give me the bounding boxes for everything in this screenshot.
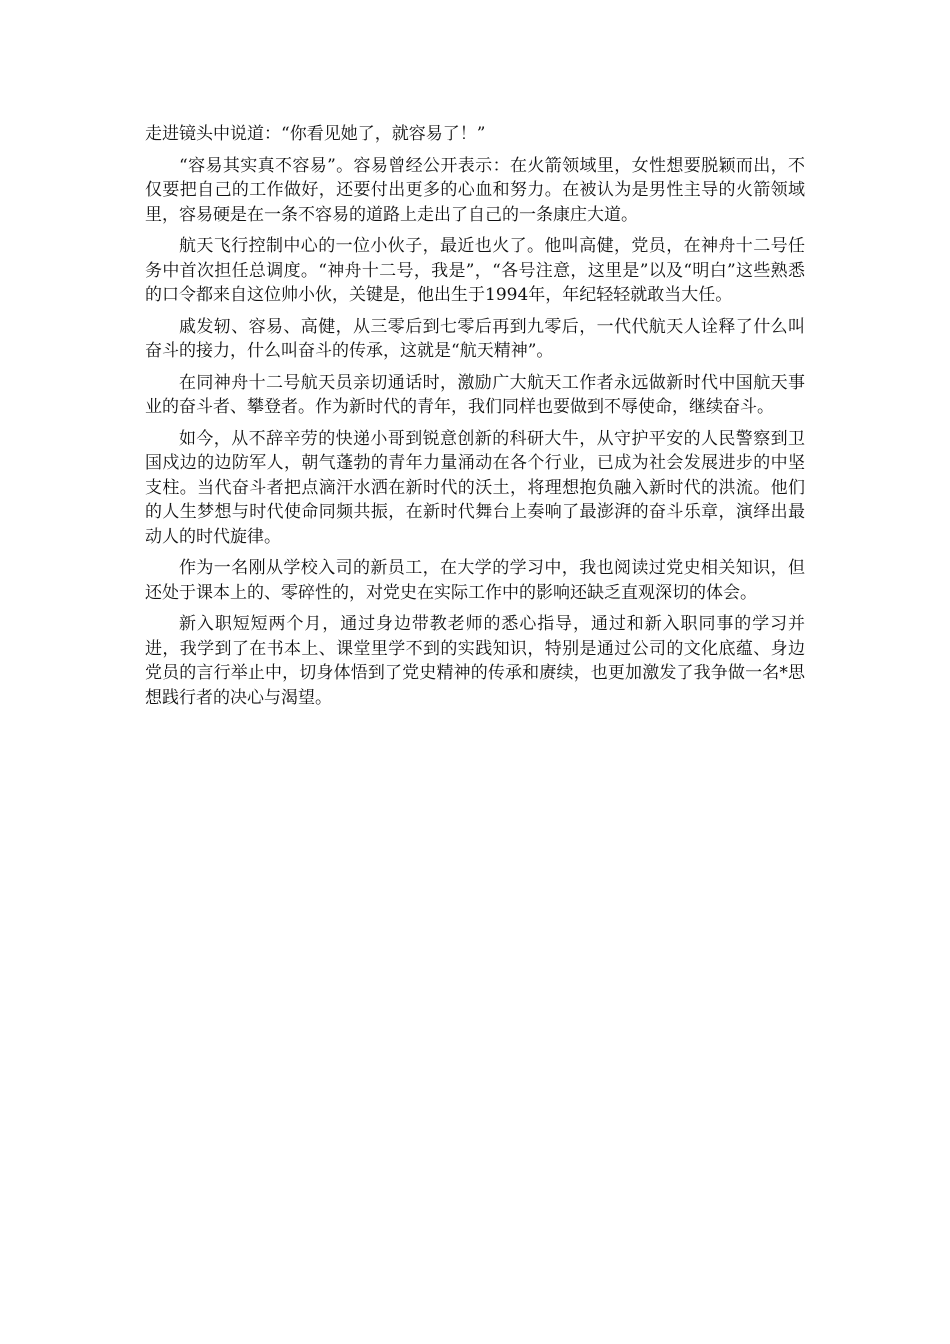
paragraph-4: 戚发轫、容易、高健，从三零后到七零后再到九零后，一代代航天人诠释了什么叫奋斗的接力，什么叫奋斗的传承，这就是“航天精神”。 — [145, 316, 805, 361]
paragraph-6: 如今，从不辞辛劳的快递小哥到锐意创新的科研大牛，从守护平安的人民警察到卫国戍边的边防军人，朝气蓬勃的青年力量涌动在各个行业，已成为社会发展进步的中坚支柱。当代奋斗者把点滴汗水洒在新时代的沃土，将理想抱负融入新时代的洪流。他们的人生梦想与时代使命同频共振，在新时代舞台上奏响了最澎湃的奋斗乐章，演绎出最动人的时代旋律。 — [145, 428, 805, 547]
document-page — [145, 122, 805, 717]
paragraph-1: 走进镜头中说道：“你看见她了，就容易了！” — [145, 124, 486, 144]
paragraph-5: 在同神舟十二号航天员亲切通话时，激励广大航天工作者永远做新时代中国航天事业的奋斗者、攀登者。作为新时代的青年，我们同样也要做到不辱使命，继续奋斗。 — [145, 372, 805, 417]
paragraph-8: 新入职短短两个月，通过身边带教老师的悉心指导，通过和新入职同事的学习并进，我学到了在书本上、课堂里学不到的实践知识，特别是通过公司的文化底蕴、身边党员的言行举止中，切身体悟到了党史精神的传承和赓续，也更加激发了我争做一名*思想践行者的决心与渴望。 — [145, 614, 805, 708]
paragraph-3: 航天飞行控制中心的一位小伙子，最近也火了。他叫高健，党员，在神舟十二号任务中首次担任总调度。“神舟十二号，我是”，“各号注意，这里是”以及“明白”这些熟悉的口令都来自这位帅小伙，关键是，他出生于1994年，年纪轻轻就敢当大任。 — [145, 236, 805, 305]
paragraph-7: 作为一名刚从学校入司的新员工，在大学的学习中，我也阅读过党史相关知识，但还处于课本上的、零碎性的，对党史在实际工作中的影响还缺乏直观深切的体会。 — [145, 558, 805, 603]
paragraph-2: “容易其实真不容易”。容易曾经公开表示：在火箭领域里，女性想要脱颖而出，不仅要把自己的工作做好，还要付出更多的心血和努力。在被认为是男性主导的火箭领域里，容易硬是在一条不容易的道路上走出了自己的一条康庄大道。 — [145, 155, 805, 225]
